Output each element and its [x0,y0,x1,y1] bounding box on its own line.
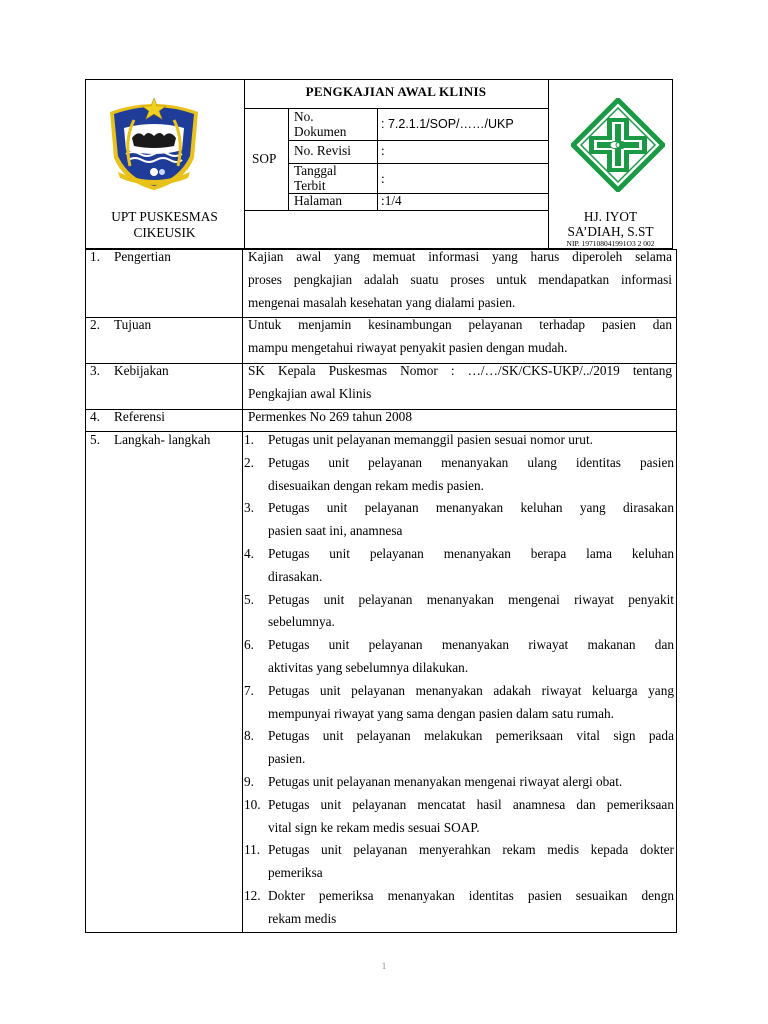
step-item [244,680,674,726]
section-number: 1. [90,249,100,264]
step-number: 4. [244,545,254,561]
content-line: proses pengkajian adalah suatu proses untuk mendapatkan informasi [248,271,672,287]
content-line: Pengkajian awal Klinis [248,385,372,401]
content-line: mengenai masalah kesehatan yang dialami pasien. [248,294,516,310]
document-title: PENGKAJIAN AWAL KLINIS [305,84,487,99]
field-label-tanggal-terbit: Tanggal [294,163,337,178]
section-number: 4. [90,409,100,424]
step-number: 7. [244,682,254,698]
regency-emblem-logo [104,98,204,192]
field-value-tanggal-terbit: : [381,171,385,186]
step-text-line: pasien. [268,751,306,767]
step-text-line: dirasakan. [268,568,323,584]
step-text-line: Petugas unit pelayanan mencatat hasil anamnesa dan pemeriksaan [268,796,674,812]
field-label-no-revisi: No. Revisi [294,143,351,158]
step-number: 8. [244,728,254,744]
step-text-line: vital sign ke rekam medis sesuai SOAP. [268,819,480,835]
step-text-line: rekam medis [268,910,337,926]
section-label-referensi: Referensi [114,409,165,424]
step-text-line: Petugas unit pelayanan melakukan pemeriksaan vital sign pada [268,728,674,744]
step-text-line: Petugas unit pelayanan memanggil pasien sesuai nomor urut. [268,432,593,447]
field-label-no-dokumen: No. [294,109,314,124]
signer-nip: NIP. 197108041991O3 2 002 [566,239,655,248]
field-label-tanggal-terbit: Terbit [294,178,326,193]
step-text-line: pemeriksa [268,865,323,881]
content-line: mampu mengetahui riwayat penyakit pasien dengan mudah. [248,339,568,355]
step-item [244,885,674,931]
step-item [244,429,674,452]
step-item [244,839,674,885]
regency-emblem-icon [104,98,204,192]
step-text-line: Petugas unit pelayanan menanyakan berapa lama keluhan [268,545,674,561]
field-value-no-dokumen: : 7.2.1.1/SOP/……/UKP [381,117,514,131]
header-divider [244,210,548,211]
step-number: 5. [244,591,254,607]
header-divider [288,140,548,141]
puskesmas-logo [571,98,665,192]
section-content-referensi [248,406,672,429]
header-divider [244,108,548,109]
step-number: 1. [244,432,254,447]
content-line: Permenkes No 269 tahun 2008 [248,409,412,424]
section-label-pengertian: Pengertian [114,249,171,264]
step-text-line: Petugas unit pelayanan menanyakan keluhan yang dirasakan [268,500,674,516]
step-text-line: Petugas unit pelayanan menanyakan mengenai riwayat penyakit [268,591,674,607]
section-number: 3. [90,363,100,378]
step-item [244,794,674,840]
steps-list [244,429,674,931]
step-text-line: sebelumnya. [268,614,335,630]
puskesmas-cross-icon [571,98,665,192]
step-item [244,771,674,794]
header-divider [244,79,245,249]
section-label-tujuan: Tujuan [114,317,152,332]
step-number: 9. [244,773,254,789]
section-content-pengertian [248,246,672,314]
step-text-line: Dokter pemeriksa menanyakan identitas pasien sesuaikan dengn [268,887,674,903]
signer-name: HJ. IYOT [583,209,638,224]
step-text-line: Petugas unit pelayanan menanyakan adakah riwayat keluarga yang [268,682,674,698]
step-text-line: Petugas unit pelayanan menyerahkan rekam medis kepada dokter [268,842,674,858]
section-number: 5. [90,432,100,447]
step-text-line: disesuaikan dengan rekam medis pasien. [268,477,485,493]
step-text-line: aktivitas yang sebelumnya dilakukan. [268,659,469,675]
step-item [244,452,674,498]
header-divider [377,108,378,210]
section-label-kebijakan: Kebijakan [114,363,169,378]
step-item [244,497,674,543]
page-number: 1 [381,961,387,971]
section-number: 2. [90,317,100,332]
step-item [244,634,674,680]
section-label-langkah: Langkah- langkah [114,432,211,447]
step-text-line: Petugas unit pelayanan menanyakan riwayat makanan dan [268,637,674,653]
step-text-line: Petugas unit pelayanan menanyakan ulang identitas pasien [268,454,674,470]
section-content-tujuan [248,314,672,360]
step-text-line: pasien saat ini, anamnesa [268,523,403,539]
step-number: 10. [244,796,261,812]
header-divider [288,108,289,210]
field-label-halaman: Halaman [294,193,342,208]
step-item [244,543,674,589]
step-number: 2. [244,454,254,470]
step-number: 3. [244,500,254,516]
content-line: Untuk menjamin kesinambungan pelayanan terhadap pasien dan [248,317,672,332]
section-content-kebijakan [248,360,672,406]
sop-label: SOP [252,151,277,166]
step-number: 6. [244,637,254,653]
field-value-halaman: :1/4 [381,193,402,208]
signer-name: SA’DIAH, S.ST [567,224,654,239]
table-column-divider [242,249,243,933]
step-text-line: mempunyai riwayat yang sama dengan pasien dalam satu rumah. [268,705,614,721]
step-number: 11. [244,842,261,858]
step-text-line: Petugas unit pelayanan menanyakan mengenai riwayat alergi obat. [268,773,623,789]
content-line: Kajian awal yang memuat informasi yang harus diperoleh selama [248,249,672,264]
step-item [244,725,674,771]
content-line: SK Kepala Puskesmas Nomor : …/…/SK/CKS-UKP/../2019 tentang [248,363,672,378]
org-name: UPT PUSKESMAS [111,209,218,224]
org-name: CIKEUSIK [133,225,196,240]
step-item [244,589,674,635]
field-label-no-dokumen: Dokumen [294,124,347,139]
field-value-no-revisi: : [381,143,385,158]
step-number: 12. [244,887,261,903]
